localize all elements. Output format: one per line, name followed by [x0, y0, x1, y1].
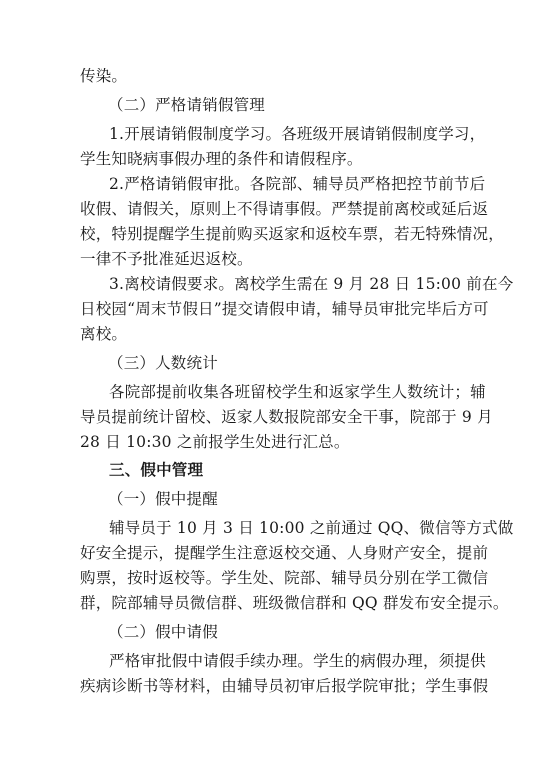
paragraph-line: 各院部提前收集各班留校学生和返家学生人数统计；辅 — [109, 383, 486, 401]
paragraph-line: 导员提前统计留校、返家人数报院部安全干事，院部于 9 月 — [80, 408, 493, 426]
paragraph-line: 群，院部辅导员微信群、班级微信群和 QQ 群发布安全提示。 — [80, 594, 509, 612]
chapter-heading-holiday-management: 三、假中管理 — [109, 460, 204, 479]
section-heading-leave-management: （二）严格请销假管理 — [108, 96, 266, 114]
paragraph-line: 一律不予批准延迟返校。 — [80, 250, 253, 268]
paragraph-line: 购票，按时返校等。学生处、院部、辅导员分别在学工微信 — [80, 569, 489, 587]
paragraph-line: 1.开展请销假制度学习。各班级开展请销假制度学习， — [109, 125, 486, 143]
paragraph-line: 严格审批假中请假手续办理。学生的病假办理，须提供 — [109, 652, 486, 670]
section-heading-holiday-leave: （二）假中请假 — [108, 623, 218, 641]
paragraph-line: 学生知晓病事假办理的条件和请假程序。 — [80, 150, 363, 168]
paragraph-line: 传染。 — [80, 67, 128, 85]
paragraph-line: 2.严格请销假审批。各院部、辅导员严格把控节前节后 — [109, 175, 486, 193]
paragraph-line: 日校园“周末节假日”提交请假申请，辅导员审批完毕后方可 — [80, 300, 489, 318]
paragraph-line: 疾病诊断书等材料，由辅导员初审后报学院审批；学生事假 — [80, 677, 489, 695]
paragraph-line: 辅导员于 10 月 3 日 10:00 之前通过 QQ、微信等方式做 — [109, 519, 514, 537]
paragraph-line: 3.离校请假要求。离校学生需在 9 月 28 日 15:00 前在今 — [109, 275, 514, 293]
paragraph-line: 28 日 10:30 之前报学生处进行汇总。 — [80, 433, 350, 451]
section-heading-headcount: （三）人数统计 — [108, 354, 218, 372]
paragraph-line: 好安全提示，提醒学生注意返校交通、人身财产安全，提前 — [80, 544, 489, 562]
section-heading-holiday-reminder: （一）假中提醒 — [108, 490, 218, 508]
paragraph-line: 校，特别提醒学生提前购买返家和返校车票，若无特殊情况， — [80, 225, 504, 243]
paragraph-line: 收假、请假关，原则上不得请事假。严禁提前离校或延后返 — [80, 200, 489, 218]
paragraph-line: 离校。 — [80, 325, 128, 343]
